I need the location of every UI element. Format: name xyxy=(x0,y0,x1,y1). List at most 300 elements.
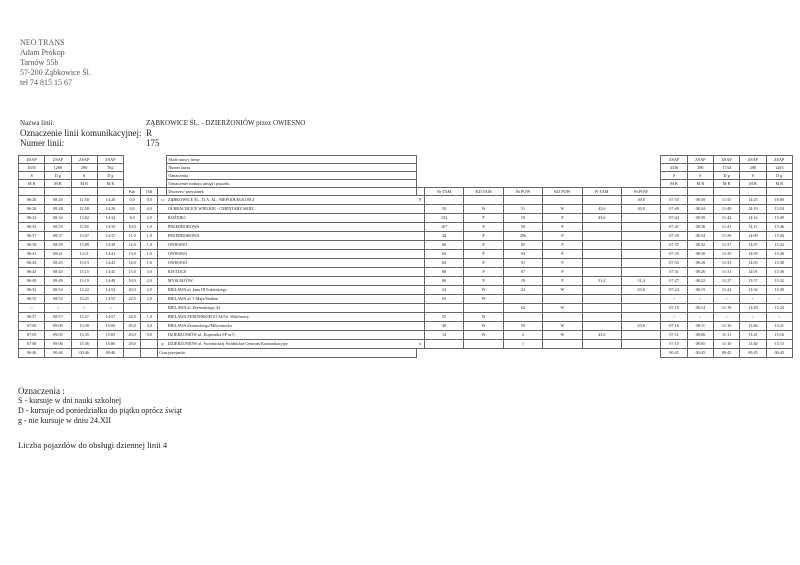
departure-time: 08:20 xyxy=(45,196,71,205)
departure-time: 14:26 xyxy=(97,205,123,214)
odl-cell xyxy=(141,304,158,313)
spacer-cell xyxy=(124,164,167,172)
return-time: 08:44 xyxy=(687,205,713,214)
stop-name: OWIESNO xyxy=(167,250,417,259)
stop-name: BIELAWA ul. Żeromskiego 44 xyxy=(167,304,417,313)
operator-name: NEO TRANS xyxy=(20,38,65,47)
code-cell xyxy=(621,214,660,223)
header-cell: ZSAP xyxy=(97,156,123,164)
timetable-row xyxy=(19,196,793,205)
return-time: 07:37 xyxy=(661,241,687,250)
p-cell xyxy=(417,286,425,295)
p-cell: P xyxy=(417,196,425,205)
return-time: 11:37 xyxy=(713,241,739,250)
flag-cell xyxy=(158,295,167,304)
flag-cell xyxy=(158,304,167,313)
return-time: 15:29 xyxy=(766,286,793,295)
return-time: 15:54 xyxy=(766,205,793,214)
km-cell: 4,0 xyxy=(124,205,141,214)
header-cell: ZSAP xyxy=(19,156,45,164)
return-time: 15:16 xyxy=(766,331,793,340)
header-cell: M R xyxy=(97,180,123,188)
departure-time: 15:06 xyxy=(97,340,123,349)
departure-time: 13:05 xyxy=(71,223,97,232)
code-cell xyxy=(424,340,463,349)
header-cell: 1263 xyxy=(766,164,793,172)
departure-time: 06:55 xyxy=(19,295,45,304)
header-cell: ZSAP xyxy=(661,156,687,164)
code-cell: 43,6 xyxy=(582,214,621,223)
return-time: 11:35 xyxy=(713,250,739,259)
spacer-cell xyxy=(124,172,167,180)
header-cell: ZSAP xyxy=(687,156,713,164)
return-time: 11:39 xyxy=(713,232,739,241)
return-time: 08:26 xyxy=(687,268,713,277)
timetable-row xyxy=(19,304,793,313)
flag-cell xyxy=(158,214,167,223)
header-cell: M R xyxy=(45,180,71,188)
code-cell: 08 xyxy=(424,268,463,277)
code-cell xyxy=(582,340,621,349)
stop-name: KIETLICE xyxy=(167,268,417,277)
stop-name: OLBRACHCICE WIELKIE - CMENTARZ SKRZ. xyxy=(167,205,417,214)
header-cell xyxy=(687,188,713,196)
return-time: 07:16 xyxy=(661,322,687,331)
stop-name: OWIESNO xyxy=(167,259,417,268)
odl-header: Odl xyxy=(141,188,158,196)
return-time: 13:40 xyxy=(740,340,766,349)
code-cell xyxy=(503,313,542,322)
code-cell: 01 xyxy=(503,259,542,268)
flag-cell xyxy=(158,241,167,250)
header-cell: D g xyxy=(45,172,71,180)
return-time: 11:10 xyxy=(713,340,739,349)
return-time: 14:09 xyxy=(740,232,766,241)
return-time: 11:19 xyxy=(713,304,739,313)
return-time: 13:49 xyxy=(740,304,766,313)
code-cell: 43,6 xyxy=(582,205,621,214)
header-cell: S xyxy=(71,172,97,180)
flag-cell xyxy=(158,313,167,322)
departure-time: 06:52 xyxy=(19,286,45,295)
code-cell: P xyxy=(543,259,582,268)
return-time: 08:11 xyxy=(687,322,713,331)
return-time: 14:07 xyxy=(740,241,766,250)
return-time: < xyxy=(740,295,766,304)
return-time: 14:01 xyxy=(740,268,766,277)
stop-name: PRZEDBOROWA xyxy=(167,223,417,232)
km-cell: 8,0 xyxy=(124,214,141,223)
travel-time: 00:45 xyxy=(766,349,793,358)
header-cell: S xyxy=(740,172,766,180)
header-label: Oznaczenie rodzaju usługi i pojazdu xyxy=(167,180,417,188)
return-time: 08:06 xyxy=(687,331,713,340)
departure-time: 06:20 xyxy=(19,196,45,205)
header-cell xyxy=(71,188,97,196)
spacer-cell xyxy=(417,172,661,180)
return-time: 15:38 xyxy=(766,259,793,268)
return-time: 07:27 xyxy=(661,277,687,286)
operator-header xyxy=(20,38,91,88)
departure-time: 13:30 xyxy=(71,322,97,331)
header-label: Oznaczenia xyxy=(167,172,417,180)
timetable-row xyxy=(19,232,793,241)
departure-time: 14:20 xyxy=(97,196,123,205)
odl-cell: 4,0 xyxy=(141,205,158,214)
code-cell xyxy=(503,196,542,205)
code-cell: P xyxy=(464,223,503,232)
flag-cell xyxy=(158,205,167,214)
departure-time: 06:35 xyxy=(19,223,45,232)
departure-time: 13:35 xyxy=(71,331,97,340)
odl-cell xyxy=(141,340,158,349)
departure-time: 06:49 xyxy=(19,277,45,286)
return-time: 07:31 xyxy=(661,268,687,277)
timetable-row xyxy=(19,259,793,268)
code-cell: 1 xyxy=(503,340,542,349)
code-cell: 04 xyxy=(424,250,463,259)
departure-time: 13:07 xyxy=(71,232,97,241)
code-cell: 296 xyxy=(503,232,542,241)
code-cell: 63 xyxy=(424,295,463,304)
odl-cell: 0,0 xyxy=(141,331,158,340)
departure-time: 15:05 xyxy=(97,331,123,340)
departure-time: 14:55 xyxy=(97,295,123,304)
code-cell: 152 xyxy=(424,214,463,223)
operator-phone: tel 74 815 15 67 xyxy=(20,78,72,87)
flag-cell xyxy=(158,286,167,295)
p-cell: o xyxy=(417,340,425,349)
return-time: 15:36 xyxy=(766,268,793,277)
flag-cell xyxy=(158,259,167,268)
departure-time: 14:32 xyxy=(97,214,123,223)
departure-time: 14:52 xyxy=(97,286,123,295)
code-cell: 40 xyxy=(424,322,463,331)
return-time: 13:41 xyxy=(740,331,766,340)
code-cell xyxy=(582,241,621,250)
timetable-row xyxy=(19,223,793,232)
code-cell xyxy=(582,250,621,259)
stop-name: DZIERŻONIÓW ul. Świetnickiej Świdnickie Centrum Komunikacyjne xyxy=(167,340,417,349)
code-cell: P xyxy=(464,277,503,286)
return-time: 11:55 xyxy=(713,196,739,205)
code-cell xyxy=(621,268,660,277)
code-cell: P xyxy=(543,277,582,286)
departure-time: 14:35 xyxy=(97,223,123,232)
p-cell xyxy=(417,322,425,331)
pr-tam-header: Pr.TAM xyxy=(582,188,621,196)
departure-time: 13:15 xyxy=(71,268,97,277)
return-time: 11:24 xyxy=(713,286,739,295)
return-time: 08:50 xyxy=(687,196,713,205)
odl-cell xyxy=(141,349,158,358)
departure-time: 14:37 xyxy=(97,232,123,241)
return-time: 08:34 xyxy=(687,232,713,241)
code-cell: W xyxy=(464,286,503,295)
return-time: 11:16 xyxy=(713,322,739,331)
code-cell: P xyxy=(543,214,582,223)
km-cell: 13,0 xyxy=(124,250,141,259)
departure-time: 13:09 xyxy=(71,241,97,250)
code-cell: 19 xyxy=(503,277,542,286)
travel-time: 00:45 xyxy=(661,349,687,358)
departure-time: 12:50 xyxy=(71,196,97,205)
return-time: 15:21 xyxy=(766,322,793,331)
code-cell: P xyxy=(464,232,503,241)
km-header: Km xyxy=(124,188,141,196)
line-designation-value: R xyxy=(146,128,153,138)
travel-time: 00:45 xyxy=(713,349,739,358)
return-time: 07:49 xyxy=(661,205,687,214)
code-cell: W xyxy=(464,322,503,331)
header-cell: 1268 xyxy=(45,164,71,172)
header-cell xyxy=(19,188,45,196)
p-cell xyxy=(417,232,425,241)
code-cell: 2 xyxy=(503,331,542,340)
departure-time: 08:39 xyxy=(45,241,71,250)
return-time: 07:39 xyxy=(661,232,687,241)
header-cell: ZSAP xyxy=(740,156,766,164)
return-time: 11:11 xyxy=(713,331,739,340)
code-cell: 43,6 xyxy=(621,286,660,295)
km-cell: 24,0 xyxy=(124,313,141,322)
departure-time: 12:58 xyxy=(71,205,97,214)
code-cell xyxy=(621,295,660,304)
line-number-row xyxy=(20,138,305,148)
return-time: 14:25 xyxy=(740,196,766,205)
spacer-cell xyxy=(417,180,661,188)
line-designation-label: Oznaczenie linii komunikacyjnej: xyxy=(20,128,142,138)
code-cell xyxy=(582,223,621,232)
header-cell: 290 xyxy=(687,164,713,172)
code-cell xyxy=(543,313,582,322)
km-cell: 0,0 xyxy=(124,196,141,205)
departure-time: 08:55 xyxy=(45,295,71,304)
header-cell: 288 xyxy=(740,164,766,172)
code-cell: 24 xyxy=(424,286,463,295)
km-cell: 18,0 xyxy=(124,277,141,286)
km-cell xyxy=(124,349,141,358)
code-cell: 02 xyxy=(424,259,463,268)
departure-time: 06:39 xyxy=(19,241,45,250)
odl-cell: 2,0 xyxy=(141,277,158,286)
travel-time: 00:46 xyxy=(19,349,45,358)
km-cell: 20,0 xyxy=(124,286,141,295)
code-cell xyxy=(582,313,621,322)
travel-time: 00:46 xyxy=(45,349,71,358)
return-time: 11:41 xyxy=(713,223,739,232)
departure-time: 06:43 xyxy=(19,259,45,268)
departure-time: 06:41 xyxy=(19,250,45,259)
return-time: 15:24 xyxy=(766,304,793,313)
header-cell xyxy=(713,188,739,196)
departure-time: 08:32 xyxy=(45,214,71,223)
code-cell xyxy=(621,232,660,241)
return-time: 08:32 xyxy=(687,241,713,250)
code-cell: 06 xyxy=(424,277,463,286)
kd-pow-header: KD POW xyxy=(543,188,582,196)
header-row xyxy=(19,156,793,164)
code-cell xyxy=(621,304,660,313)
return-time: 07:10 xyxy=(661,340,687,349)
return-time: 14:19 xyxy=(740,205,766,214)
header-cell: 4336 xyxy=(661,164,687,172)
km-cell: 29,0 xyxy=(124,340,141,349)
operator-city: 57-200 Ząbkowice Śl. xyxy=(20,68,91,77)
code-cell: 40,0 xyxy=(621,196,660,205)
stop-name: ZĄBKOWICE ŚL., D.A. AL. NIEPODLEGŁOŚCI xyxy=(167,196,417,205)
travel-time: 00:46 xyxy=(71,349,97,358)
departure-time: 06:37 xyxy=(19,232,45,241)
stop-name: BIELAWA ŻEROMSKIEGO 44/Os. Wiklinowy xyxy=(167,313,417,322)
timetable-row xyxy=(19,295,793,304)
timetable-row xyxy=(19,322,793,331)
stop-name: PRZEDBOROWA xyxy=(167,232,417,241)
departure-time: 13:22 xyxy=(71,286,97,295)
header-cell xyxy=(740,188,766,196)
code-cell: P xyxy=(464,268,503,277)
km-cell: 29,0 xyxy=(124,331,141,340)
return-time: 08:36 xyxy=(687,223,713,232)
code-cell: 03 xyxy=(503,250,542,259)
code-cell: W xyxy=(543,322,582,331)
code-cell: 55 xyxy=(424,313,463,322)
timetable-row xyxy=(19,214,793,223)
departure-time: < xyxy=(19,304,45,313)
departure-time: 08:37 xyxy=(45,232,71,241)
code-cell: P xyxy=(543,241,582,250)
departure-time: 07:00 xyxy=(19,322,45,331)
stop-name: DZIERŻONIÓW ul. Kopernika SP nr 9 xyxy=(167,331,417,340)
departure-time: < xyxy=(71,304,97,313)
line-info xyxy=(20,118,305,148)
code-cell xyxy=(582,286,621,295)
flag-cell: p xyxy=(158,340,167,349)
departure-time: 06:45 xyxy=(19,268,45,277)
departure-time: < xyxy=(45,304,71,313)
km-cell: 12,0 xyxy=(124,241,141,250)
code-cell xyxy=(582,232,621,241)
code-cell: 59 xyxy=(503,322,542,331)
return-time: < xyxy=(766,313,793,322)
p-cell xyxy=(417,331,425,340)
departure-time: 06:28 xyxy=(19,205,45,214)
code-cell: 14 xyxy=(424,331,463,340)
code-cell xyxy=(582,295,621,304)
departure-time: 14:41 xyxy=(97,250,123,259)
departure-time: 14:57 xyxy=(97,313,123,322)
nr-pow-header: Nr POW xyxy=(503,188,542,196)
departure-time: 06:32 xyxy=(19,214,45,223)
header-cell xyxy=(97,188,123,196)
code-cell xyxy=(621,223,660,232)
odl-cell: 2,0 xyxy=(141,295,158,304)
header-cell: M R xyxy=(713,180,739,188)
return-time: 07:41 xyxy=(661,223,687,232)
return-time: 08:14 xyxy=(687,304,713,313)
header-row xyxy=(19,180,793,188)
code-cell: 05 xyxy=(503,241,542,250)
column-header-row xyxy=(19,188,793,196)
code-cell: P xyxy=(543,232,582,241)
departure-time: 08:43 xyxy=(45,259,71,268)
line-designation-row xyxy=(20,128,305,138)
return-time: 07:55 xyxy=(661,196,687,205)
km-cell: 14,0 xyxy=(124,259,141,268)
departure-time: 08:35 xyxy=(45,223,71,232)
return-time: 13:57 xyxy=(740,277,766,286)
header-cell: ZSAP xyxy=(45,156,71,164)
return-time: 13:54 xyxy=(740,286,766,295)
departure-time: 13:27 xyxy=(71,313,97,322)
travel-time: 00:45 xyxy=(740,349,766,358)
code-cell: P xyxy=(543,268,582,277)
return-time: 16:00 xyxy=(766,196,793,205)
operator-person: Adam Prokop xyxy=(20,48,65,57)
line-name-value: ZĄBKOWICE ŚL. - DZIERŻONIÓW przez OWIESNO xyxy=(146,119,306,127)
km-cell: 10,0 xyxy=(124,223,141,232)
departure-time: 09:06 xyxy=(45,340,71,349)
flag-cell xyxy=(158,331,167,340)
header-row xyxy=(19,172,793,180)
code-cell xyxy=(621,340,660,349)
odl-cell: 1,0 xyxy=(141,259,158,268)
header-cell: ZSAP xyxy=(71,156,97,164)
code-cell: 40,0 xyxy=(621,205,660,214)
code-cell: 19 xyxy=(503,214,542,223)
code-cell xyxy=(543,196,582,205)
stop-name: BIELAWA ul. Jana III Sobieskiego xyxy=(167,286,417,295)
return-time: < xyxy=(713,295,739,304)
odl-cell: 4,0 xyxy=(141,322,158,331)
p-cell xyxy=(417,241,425,250)
code-cell xyxy=(582,322,621,331)
p-cell xyxy=(417,295,425,304)
code-cell: W xyxy=(543,286,582,295)
code-cell xyxy=(543,295,582,304)
note-item: g - nie kursuje w dniu 24.XII xyxy=(18,416,112,425)
flag-cell xyxy=(158,250,167,259)
km-cell: 22,0 xyxy=(124,295,141,304)
header-cell: M R xyxy=(740,180,766,188)
return-time: < xyxy=(713,313,739,322)
return-time: 11:44 xyxy=(713,214,739,223)
header-cell: 290 xyxy=(71,164,97,172)
header-cell: D g xyxy=(97,172,123,180)
code-cell: 07 xyxy=(503,268,542,277)
odl-cell: 1,0 xyxy=(141,313,158,322)
stop-name: MYŚLISZÓW xyxy=(167,277,417,286)
code-cell: P xyxy=(543,223,582,232)
return-time: 07:19 xyxy=(661,304,687,313)
p-cell xyxy=(417,304,425,313)
stop-name: KOŹNIEC xyxy=(167,214,417,223)
spacer-cell xyxy=(417,156,661,164)
p-cell xyxy=(417,259,425,268)
return-time: 15:44 xyxy=(766,232,793,241)
code-cell: 06 xyxy=(424,241,463,250)
code-cell: W xyxy=(543,205,582,214)
note-item: S - kursuje w dni nauki szkolnej xyxy=(18,396,122,405)
header-cell: S xyxy=(19,172,45,180)
travel-time-row xyxy=(19,349,793,358)
return-time: 07:11 xyxy=(661,331,687,340)
nr-tam-header: Nr TAM xyxy=(424,188,463,196)
p-cell xyxy=(417,250,425,259)
departure-time: 06:57 xyxy=(19,313,45,322)
departure-time: 09:05 xyxy=(45,331,71,340)
return-time: 11:31 xyxy=(713,268,739,277)
